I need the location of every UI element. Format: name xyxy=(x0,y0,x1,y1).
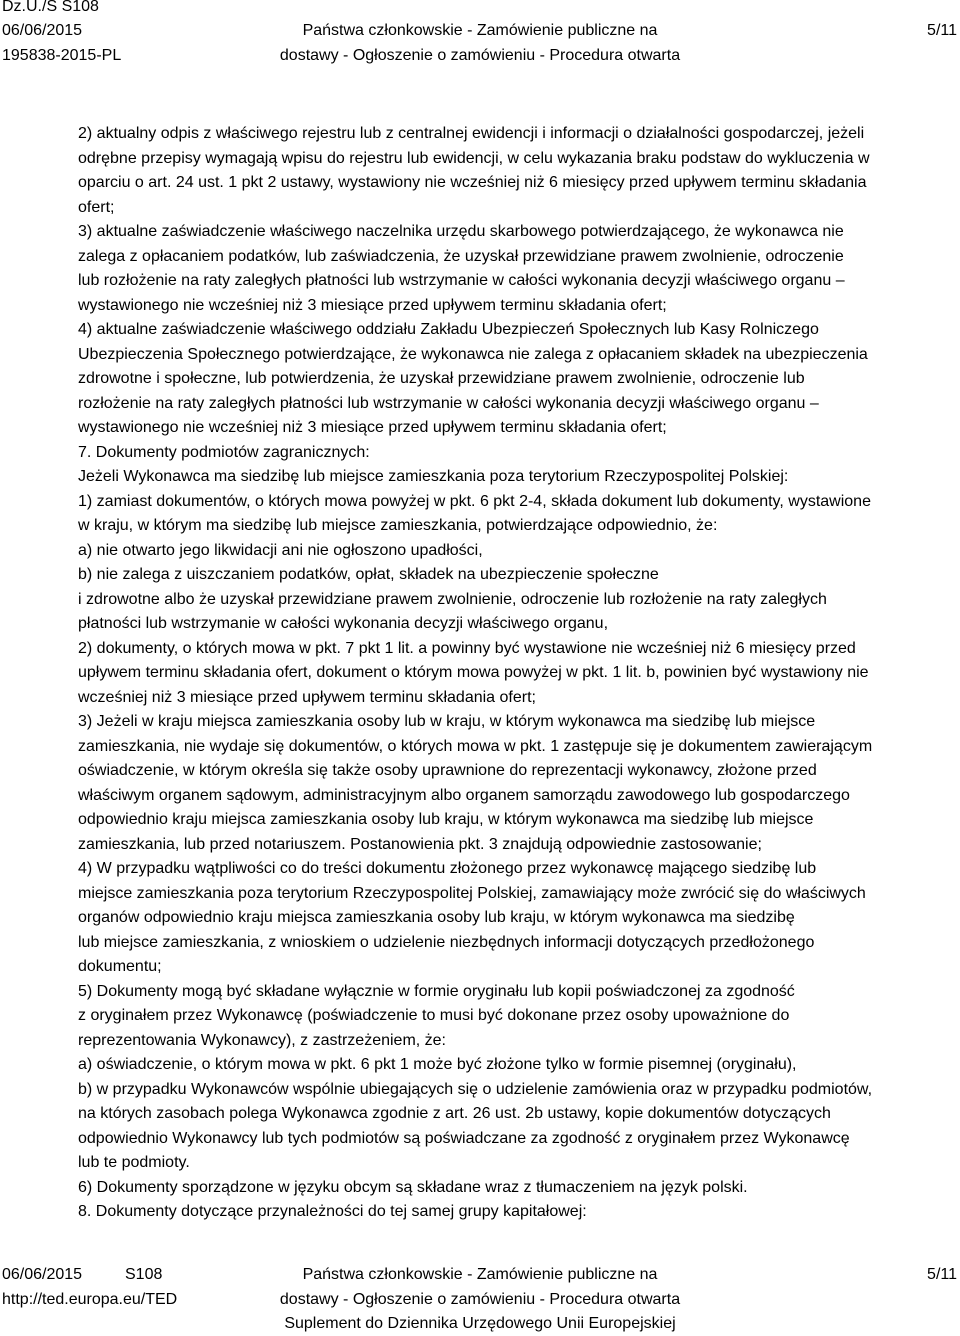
body-text-line: i zdrowotne albo że uzyskał przewidziane prawem zwolnienie, odroczenie lub rozłożenie na raty zaległych xyxy=(78,590,827,608)
body-text-line: 4) aktualne zaświadczenie właściwego oddziału Zakładu Ubezpieczeń Społecznych lub Kasy Rolniczego xyxy=(78,321,819,338)
body-text-line: wcześniej niż 3 miesiące przed upływem terminu składania ofert; xyxy=(78,688,536,706)
body-text-line: 6) Dokumenty sporządzone w języku obcym są składane wraz z tłumaczeniem na język polski. xyxy=(78,1178,748,1196)
body-text-line: 4) W przypadku wątpliwości co do treści dokumentu złożonego przez wykonawcę mającego siedzibę lub xyxy=(78,860,817,877)
footer-date: 06/06/2015 xyxy=(2,1266,83,1283)
body-text-line: zamieszkania, nie wydaje się dokumentów, o których mowa w pkt. 1 zastępuje się je dokumentem zawierającym xyxy=(78,737,873,755)
header-document-id: 195838-2015-PL xyxy=(2,47,122,64)
body-text-line: zamieszkania, lub przed notariuszem. Postanowienia pkt. 3 znajdują odpowiednie zastosowanie; xyxy=(78,835,762,853)
body-text-line: reprezentowania Wykonawcy), z zastrzeżeniem, że: xyxy=(78,1031,446,1049)
body-text-line: z oryginałem przez Wykonawcę (poświadczenie to musi być dokonane przez osoby upoważnione do xyxy=(78,1007,790,1024)
body-text-line: odpowiednio kraju miejsca zamieszkania osoby lub kraju, w którym wykonawca ma siedzibę lub miejsce xyxy=(78,811,814,828)
body-text-line: Jeżeli Wykonawca ma siedzibę lub miejsce zamieszkania poza terytorium Rzeczypospolitej Polskiej: xyxy=(78,468,789,485)
body-text-line: 7. Dokumenty podmiotów zagranicznych: xyxy=(78,443,370,461)
document-body xyxy=(78,122,958,1225)
body-text-line: wystawionego nie wcześniej niż 3 miesiące przed upływem terminu składania ofert; xyxy=(78,419,667,436)
body-text-line: 5) Dokumenty mogą być składane wyłącznie w formie oryginału lub kopii poświadczonej za zgodność xyxy=(78,982,795,1000)
footer-page-number: 5/11 xyxy=(927,1266,957,1283)
body-text-line: organów odpowiednio kraju miejsca zamieszkania osoby lub kraju, w którym wykonawca ma siedzibę xyxy=(78,909,795,926)
body-text-line: zdrowotne i społeczne, lub potwierdzenia, że uzyskał przewidziane prawem zwolnienie, odroczenie lub xyxy=(78,370,805,387)
body-text-line: upływem terminu składania ofert, dokument o którym mowa powyżej w pkt. 1 lit. b, powinien być wystawiony nie xyxy=(78,664,869,681)
footer-title-line-3: Suplement do Dziennika Urzędowego Unii Europejskiej xyxy=(284,1315,676,1332)
body-text-line: a) nie otwarto jego likwidacji ani nie ogłoszono upadłości, xyxy=(78,541,483,559)
body-text-line: dokumentu; xyxy=(78,958,162,975)
body-text-line: zalega z opłacaniem podatków, lub zaświadczenia, że uzyskał przewidziane prawem zwolnienie, odroczenie xyxy=(78,247,844,265)
body-text-line: rozłożenie na raty zaległych płatności lub wstrzymanie w całości wykonania decyzji właściwego organu – xyxy=(78,394,819,412)
body-text-line: ofert; xyxy=(78,198,115,216)
body-text-line: lub rozłożenie na raty zaległych płatności lub wstrzymanie w całości wykonania decyzji właściwego organu – xyxy=(78,272,845,289)
body-text-line: b) w przypadku Wykonawców wspólnie ubiegających się o udzielenie zamówienia oraz w przypadku podmiotów, xyxy=(78,1080,873,1098)
header-title-line-2: dostawy - Ogłoszenie o zamówieniu - Procedura otwarta xyxy=(279,47,681,64)
body-text-line: właściwym organem sądowym, administracyjnym albo organem samorządu zawodowego lub gospodarczego xyxy=(78,786,850,804)
body-text-line: lub te podmioty. xyxy=(78,1154,190,1171)
body-text-line: miejsce zamieszkania poza terytorium Rzeczypospolitej Polskiej, zamawiający może zwrócić się do właściwych xyxy=(78,884,866,902)
body-text-line: 3) aktualne zaświadczenie właściwego naczelnika urzędu skarbowego potwierdzającego, że wykonawca nie xyxy=(78,223,844,240)
body-text-line: odpowiednio Wykonawcy lub tych podmiotów są poświadczane za zgodność z oryginałem przez Wykonawcę xyxy=(78,1129,850,1147)
header-title-line-1: Państwa członkowskie - Zamówienie publiczne na xyxy=(302,22,658,39)
body-text-line: b) nie zalega z uiszczaniem podatków, opłat, składek na ubezpieczenie społeczne xyxy=(78,566,659,583)
body-text-line: 8. Dokumenty dotyczące przynależności do tej samej grupy kapitałowej: xyxy=(78,1203,587,1220)
footer-title-line-1: Państwa członkowskie - Zamówienie publiczne na xyxy=(302,1266,658,1283)
body-text-line: lub miejsce zamieszkania, z wnioskiem o udzielenie niezbędnych informacji dotyczących przedłożonego xyxy=(78,933,815,951)
header-page-number: 5/11 xyxy=(927,22,957,39)
footer-title-line-2: dostawy - Ogłoszenie o zamówieniu - Procedura otwarta xyxy=(279,1291,681,1308)
footer-issue: S108 xyxy=(125,1266,163,1283)
body-text-line: odrębne przepisy wymagają wpisu do rejestru lub ewidencji, w celu wykazania braku podstaw do wykluczenia w xyxy=(78,149,870,167)
body-text-line: 2) dokumenty, o których mowa w pkt. 7 pkt 1 lit. a powinny być wystawione nie wcześniej niż 6 miesięcy przed xyxy=(78,639,856,657)
body-text-line: płatności lub wstrzymanie w całości wykonania decyzji właściwego organu, xyxy=(78,615,609,632)
body-text-line: Ubezpieczenia Społecznego potwierdzające, że wykonawca nie zalega z opłacaniem składek na ubezpieczenia xyxy=(78,345,868,363)
footer-url: http://ted.europa.eu/TED xyxy=(2,1291,178,1308)
body-text-line: oparciu o art. 24 ust. 1 pkt 2 ustawy, wystawiony nie wcześniej niż 6 miesięcy przed upływem terminu składania xyxy=(78,174,867,191)
body-text-line: wystawionego nie wcześniej niż 3 miesiące przed upływem terminu składania ofert; xyxy=(78,296,667,314)
body-text-line: 2) aktualny odpis z właściwego rejestru lub z centralnej ewidencji i informacji o działalności gospodarczej, jeżeli xyxy=(78,125,865,142)
body-text-line: na których zasobach polega Wykonawca zgodnie z art. 26 ust. 2b ustawy, kopie dokumentów dotyczących xyxy=(78,1105,831,1122)
body-text-line: a) oświadczenie, o którym mowa w pkt. 6 pkt 1 może być złożone tylko w formie pisemnej (oryginału), xyxy=(78,1056,797,1073)
header-date: 06/06/2015 xyxy=(2,22,83,39)
body-text-line: w kraju, w którym ma siedzibę lub miejsce zamieszkania, potwierdzające odpowiednio, że: xyxy=(78,517,718,534)
journal-reference: Dz.U./S S108 xyxy=(2,0,99,15)
body-text-line: oświadczenie, w którym określa się także osoby uprawnione do reprezentacji wykonawcy, złożone przed xyxy=(78,762,817,779)
body-text-line: 3) Jeżeli w kraju miejsca zamieszkania osoby lub w kraju, w którym wykonawca ma siedzibę lub miejsce xyxy=(78,713,816,730)
body-text-line: 1) zamiast dokumentów, o których mowa powyżej w pkt. 6 pkt 2-4, składa dokument lub dokumenty, wystawione xyxy=(78,492,871,510)
